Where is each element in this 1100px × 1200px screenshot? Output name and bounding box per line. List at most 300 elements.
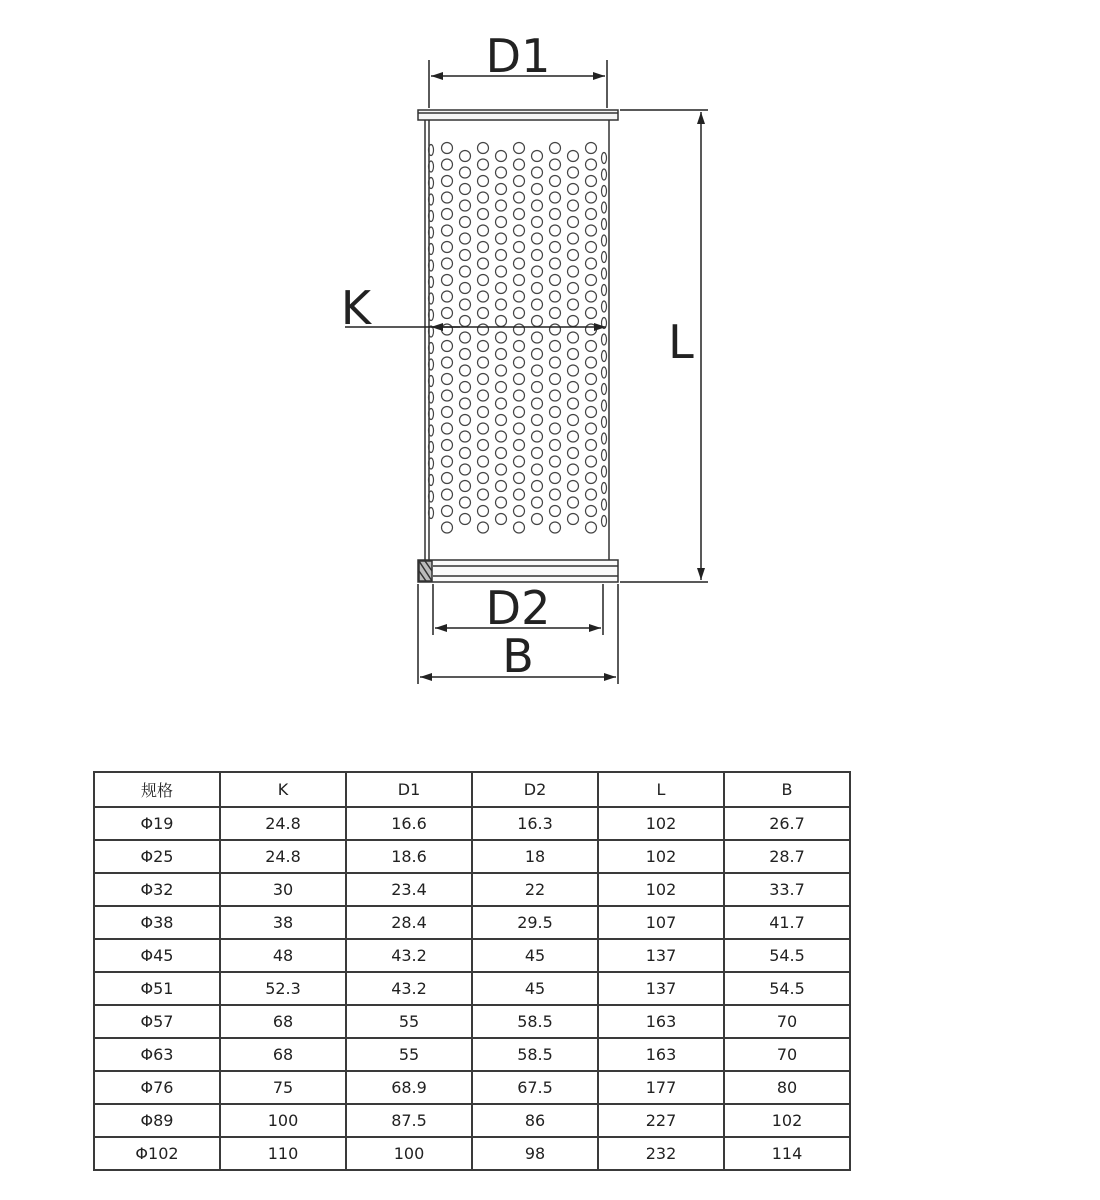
perforation-hole	[568, 365, 579, 376]
cell-b: 28.7	[724, 840, 850, 873]
perforation-hole	[496, 382, 507, 393]
perforation-hole	[478, 390, 489, 401]
perforation-hole	[478, 473, 489, 484]
perforation-hole	[586, 440, 597, 451]
perforation-hole	[460, 200, 471, 211]
perforation-hole-edge	[602, 153, 607, 164]
perforation-hole	[460, 283, 471, 294]
perforation-hole	[568, 464, 579, 475]
perforation-hole	[568, 349, 579, 360]
perforation-hole	[496, 497, 507, 508]
perforation-hole	[478, 143, 489, 154]
perforation-hole	[550, 456, 561, 467]
perforation-hole-edge	[602, 285, 607, 296]
perforation-hole	[568, 184, 579, 195]
perforation-hole	[532, 184, 543, 195]
perforation-hole	[478, 324, 489, 335]
header-spec: 规格	[94, 772, 220, 807]
perforation-hole	[496, 349, 507, 360]
cell-d2: 86	[472, 1104, 598, 1137]
cell-l: 107	[598, 906, 724, 939]
perforation-hole	[550, 242, 561, 253]
perforation-hole	[514, 143, 525, 154]
perforation-hole-edge	[602, 351, 607, 362]
perforation-hole	[478, 308, 489, 319]
perforation-hole-edge	[602, 433, 607, 444]
cell-k: 52.3	[220, 972, 346, 1005]
perforation-hole	[568, 382, 579, 393]
table-row	[94, 1038, 850, 1071]
table-row	[94, 840, 850, 873]
perforation-hole	[514, 258, 525, 269]
perforation-hole	[532, 167, 543, 178]
perforation-hole	[496, 481, 507, 492]
perforation-hole	[550, 374, 561, 385]
b-label: B	[502, 629, 534, 683]
perforation-hole	[496, 365, 507, 376]
perforation-hole	[460, 167, 471, 178]
cell-l: 163	[598, 1005, 724, 1038]
perforation-hole	[532, 514, 543, 525]
perforation-hole	[532, 464, 543, 475]
cell-spec: Φ76	[94, 1071, 220, 1104]
perforation-hole	[460, 151, 471, 162]
perforation-hole	[442, 291, 453, 302]
perforation-hole	[442, 390, 453, 401]
perforation-hole	[460, 266, 471, 277]
perforation-hole	[550, 489, 561, 500]
cell-d1: 87.5	[346, 1104, 472, 1137]
cell-d1: 18.6	[346, 840, 472, 873]
cell-spec: Φ38	[94, 906, 220, 939]
cell-d1: 68.9	[346, 1071, 472, 1104]
cell-k: 30	[220, 873, 346, 906]
cell-b: 33.7	[724, 873, 850, 906]
perforation-hole	[550, 341, 561, 352]
perforation-hole	[532, 217, 543, 228]
perforation-hole	[460, 448, 471, 459]
cell-d2: 45	[472, 939, 598, 972]
perforation-hole	[496, 332, 507, 343]
table-row	[94, 1005, 850, 1038]
cell-d1: 16.6	[346, 807, 472, 840]
table-row	[94, 939, 850, 972]
perforation-hole	[460, 250, 471, 261]
perforation-hole	[586, 374, 597, 385]
perforation-hole-edge	[602, 367, 607, 378]
table-row	[94, 972, 850, 1005]
perforation-hole	[532, 481, 543, 492]
perforation-hole	[460, 481, 471, 492]
perforation-hole	[586, 176, 597, 187]
perforation-hole	[460, 431, 471, 442]
perforation-hole	[568, 332, 579, 343]
cell-d2: 22	[472, 873, 598, 906]
perforation-hole	[550, 192, 561, 203]
perforation-hole	[532, 332, 543, 343]
perforation-hole	[568, 283, 579, 294]
cell-k: 68	[220, 1005, 346, 1038]
perforation-hole	[460, 365, 471, 376]
header-b: B	[724, 772, 850, 807]
cell-l: 232	[598, 1137, 724, 1170]
cell-k: 100	[220, 1104, 346, 1137]
perforation-hole	[478, 192, 489, 203]
perforation-hole	[442, 341, 453, 352]
perforation-hole	[514, 506, 525, 517]
cell-b: 26.7	[724, 807, 850, 840]
table-row	[94, 873, 850, 906]
perforation-hole	[514, 489, 525, 500]
cell-d1: 55	[346, 1005, 472, 1038]
perforation-hole	[460, 299, 471, 310]
perforation-hole	[514, 308, 525, 319]
perforation-hole	[478, 522, 489, 533]
perforation-hole-edge	[602, 384, 607, 395]
cell-l: 137	[598, 972, 724, 1005]
perforation-hole	[586, 143, 597, 154]
cell-b: 102	[724, 1104, 850, 1137]
perforation-hole	[550, 522, 561, 533]
perforation-hole	[442, 143, 453, 154]
cell-k: 110	[220, 1137, 346, 1170]
perforation-hole	[442, 423, 453, 434]
perforation-hole	[568, 431, 579, 442]
cell-l: 177	[598, 1071, 724, 1104]
perforation-hole	[496, 167, 507, 178]
perforation-hole	[460, 514, 471, 525]
perforation-hole	[442, 192, 453, 203]
perforation-hole	[442, 176, 453, 187]
cell-b: 41.7	[724, 906, 850, 939]
cell-d1: 100	[346, 1137, 472, 1170]
perforation-hole	[478, 341, 489, 352]
perforation-hole	[550, 473, 561, 484]
cell-spec: Φ63	[94, 1038, 220, 1071]
perforation-hole-edge	[602, 268, 607, 279]
perforation-hole	[586, 192, 597, 203]
cell-l: 102	[598, 807, 724, 840]
cell-spec: Φ45	[94, 939, 220, 972]
perforation-hole	[514, 242, 525, 253]
perforation-hole	[460, 349, 471, 360]
perforation-hole	[514, 522, 525, 533]
perforation-hole	[568, 151, 579, 162]
perforation-hole	[496, 464, 507, 475]
perforation-hole	[496, 233, 507, 244]
perforation-hole	[532, 365, 543, 376]
perforation-hole	[586, 522, 597, 533]
perforation-hole	[586, 407, 597, 418]
cell-d1: 43.2	[346, 939, 472, 972]
perforation-hole	[442, 242, 453, 253]
cell-d2: 16.3	[472, 807, 598, 840]
perforation-hole-edge	[602, 186, 607, 197]
perforation-hole	[478, 506, 489, 517]
perforation-hole	[442, 357, 453, 368]
cell-d1: 28.4	[346, 906, 472, 939]
perforation-hole	[586, 473, 597, 484]
perforation-hole	[532, 233, 543, 244]
perforation-hole	[532, 266, 543, 277]
perforation-hole	[514, 275, 525, 286]
perforation-hole	[550, 440, 561, 451]
perforation-hole	[478, 291, 489, 302]
perforation-hole	[460, 382, 471, 393]
perforation-hole	[532, 448, 543, 459]
perforation-hole	[586, 275, 597, 286]
cell-l: 137	[598, 939, 724, 972]
perforation-hole	[586, 225, 597, 236]
perforation-hole	[550, 275, 561, 286]
perforation-hole	[514, 291, 525, 302]
perforation-hole	[442, 506, 453, 517]
perforation-hole	[550, 176, 561, 187]
perforation-hole	[478, 489, 489, 500]
perforation-hole	[586, 209, 597, 220]
cell-b: 54.5	[724, 939, 850, 972]
perforation-hole	[568, 299, 579, 310]
header-k: K	[220, 772, 346, 807]
perforation-hole	[514, 225, 525, 236]
perforation-hole	[568, 448, 579, 459]
perforation-hole	[568, 514, 579, 525]
l-dimension	[620, 110, 708, 582]
perforation-hole	[442, 225, 453, 236]
perforation-hole	[496, 283, 507, 294]
perforation-hole	[568, 398, 579, 409]
perforation-holes	[429, 143, 607, 534]
perforation-hole	[496, 184, 507, 195]
perforation-hole	[586, 506, 597, 517]
header-d2: D2	[472, 772, 598, 807]
table-row	[94, 1104, 850, 1137]
perforation-hole	[442, 324, 453, 335]
perforation-hole	[586, 159, 597, 170]
table-row	[94, 1071, 850, 1104]
perforation-hole	[514, 192, 525, 203]
perforation-hole	[532, 349, 543, 360]
perforation-hole	[496, 266, 507, 277]
perforation-hole	[586, 489, 597, 500]
perforation-hole	[442, 489, 453, 500]
perforation-hole-edge	[602, 202, 607, 213]
perforation-hole	[550, 423, 561, 434]
perforation-hole	[496, 398, 507, 409]
perforation-hole	[586, 242, 597, 253]
perforation-hole	[532, 497, 543, 508]
perforation-hole	[514, 473, 525, 484]
cell-k: 68	[220, 1038, 346, 1071]
perforation-hole	[586, 258, 597, 269]
perforation-hole-edge	[602, 417, 607, 428]
perforation-hole	[532, 151, 543, 162]
perforation-hole	[442, 374, 453, 385]
filter-body	[418, 110, 618, 582]
cell-d2: 58.5	[472, 1038, 598, 1071]
perforation-hole-edge	[602, 450, 607, 461]
perforation-hole	[514, 159, 525, 170]
perforation-hole-edge	[602, 219, 607, 230]
perforation-hole	[586, 341, 597, 352]
cell-l: 227	[598, 1104, 724, 1137]
header-l: L	[598, 772, 724, 807]
perforation-hole	[550, 209, 561, 220]
perforation-hole	[442, 440, 453, 451]
perforation-hole	[460, 464, 471, 475]
perforation-hole	[442, 258, 453, 269]
perforation-hole	[532, 398, 543, 409]
perforation-hole	[586, 324, 597, 335]
perforation-hole	[568, 167, 579, 178]
perforation-hole	[586, 291, 597, 302]
perforation-hole	[478, 159, 489, 170]
perforation-hole	[478, 357, 489, 368]
cell-spec: Φ89	[94, 1104, 220, 1137]
table-header-row	[94, 772, 850, 807]
perforation-hole	[514, 176, 525, 187]
perforation-hole	[532, 382, 543, 393]
perforation-hole	[460, 184, 471, 195]
perforation-hole	[442, 308, 453, 319]
perforation-hole-edge	[602, 301, 607, 312]
perforation-hole-edge	[602, 252, 607, 263]
cell-b: 80	[724, 1071, 850, 1104]
perforation-hole-edge	[602, 466, 607, 477]
perforation-hole	[514, 324, 525, 335]
perforation-hole	[568, 233, 579, 244]
perforation-hole	[460, 497, 471, 508]
cell-b: 114	[724, 1137, 850, 1170]
perforation-hole	[478, 176, 489, 187]
perforation-hole	[442, 473, 453, 484]
cell-spec: Φ51	[94, 972, 220, 1005]
perforation-hole	[496, 151, 507, 162]
perforation-hole	[568, 497, 579, 508]
perforation-hole-edge	[602, 483, 607, 494]
cell-l: 102	[598, 873, 724, 906]
perforation-hole	[586, 357, 597, 368]
perforation-hole	[514, 456, 525, 467]
perforation-hole	[478, 275, 489, 286]
perforation-hole	[532, 431, 543, 442]
perforation-hole	[442, 275, 453, 286]
cell-k: 75	[220, 1071, 346, 1104]
k-label: K	[340, 281, 372, 335]
perforation-hole	[496, 250, 507, 261]
cell-k: 38	[220, 906, 346, 939]
cell-d2: 29.5	[472, 906, 598, 939]
cell-d1: 43.2	[346, 972, 472, 1005]
perforation-hole	[550, 225, 561, 236]
cell-spec: Φ57	[94, 1005, 220, 1038]
perforation-hole	[568, 217, 579, 228]
table-row	[94, 807, 850, 840]
perforation-hole	[514, 390, 525, 401]
cell-d1: 23.4	[346, 873, 472, 906]
l-label: L	[668, 315, 694, 369]
perforation-hole-edge	[602, 400, 607, 411]
perforation-hole	[496, 415, 507, 426]
perforation-hole	[532, 415, 543, 426]
perforation-hole	[496, 448, 507, 459]
perforation-hole	[514, 357, 525, 368]
cell-d1: 55	[346, 1038, 472, 1071]
cell-spec: Φ102	[94, 1137, 220, 1170]
cell-k: 24.8	[220, 807, 346, 840]
perforation-hole	[442, 159, 453, 170]
perforation-hole-edge	[602, 499, 607, 510]
table-row	[94, 906, 850, 939]
cell-b: 70	[724, 1038, 850, 1071]
perforation-hole	[514, 209, 525, 220]
perforation-hole	[514, 440, 525, 451]
perforation-hole	[514, 407, 525, 418]
perforation-hole	[550, 308, 561, 319]
perforation-hole	[460, 398, 471, 409]
perforation-hole	[496, 217, 507, 228]
perforation-hole	[496, 200, 507, 211]
perforation-hole	[460, 217, 471, 228]
header-d1: D1	[346, 772, 472, 807]
cell-spec: Φ32	[94, 873, 220, 906]
cell-b: 54.5	[724, 972, 850, 1005]
perforation-hole	[460, 415, 471, 426]
perforation-hole	[514, 374, 525, 385]
cell-k: 24.8	[220, 840, 346, 873]
perforation-hole	[586, 390, 597, 401]
d2-label: D2	[485, 581, 551, 635]
perforation-hole	[478, 209, 489, 220]
cell-l: 102	[598, 840, 724, 873]
cell-k: 48	[220, 939, 346, 972]
perforation-hole	[478, 423, 489, 434]
perforation-hole	[442, 209, 453, 220]
cell-d2: 45	[472, 972, 598, 1005]
cell-d2: 58.5	[472, 1005, 598, 1038]
perforation-hole	[568, 266, 579, 277]
perforation-hole	[496, 514, 507, 525]
perforation-hole	[496, 316, 507, 327]
cell-d2: 67.5	[472, 1071, 598, 1104]
perforation-hole-edge	[602, 169, 607, 180]
perforation-hole-edge	[602, 516, 607, 527]
perforation-hole	[568, 481, 579, 492]
perforation-hole	[532, 200, 543, 211]
perforation-hole	[550, 324, 561, 335]
table-row	[94, 1137, 850, 1170]
specification-table	[93, 771, 851, 1171]
perforation-hole	[532, 250, 543, 261]
perforation-hole	[568, 415, 579, 426]
perforation-hole	[586, 308, 597, 319]
perforation-hole	[496, 431, 507, 442]
cell-spec: Φ19	[94, 807, 220, 840]
perforation-hole	[568, 316, 579, 327]
perforation-hole	[550, 506, 561, 517]
perforation-hole	[532, 316, 543, 327]
d1-label: D1	[485, 29, 551, 83]
cell-d2: 18	[472, 840, 598, 873]
perforation-hole	[442, 456, 453, 467]
perforation-hole	[442, 522, 453, 533]
perforation-hole	[550, 159, 561, 170]
perforation-hole	[478, 440, 489, 451]
perforation-hole	[568, 250, 579, 261]
perforation-hole	[586, 423, 597, 434]
perforation-hole	[460, 316, 471, 327]
perforation-hole	[586, 456, 597, 467]
